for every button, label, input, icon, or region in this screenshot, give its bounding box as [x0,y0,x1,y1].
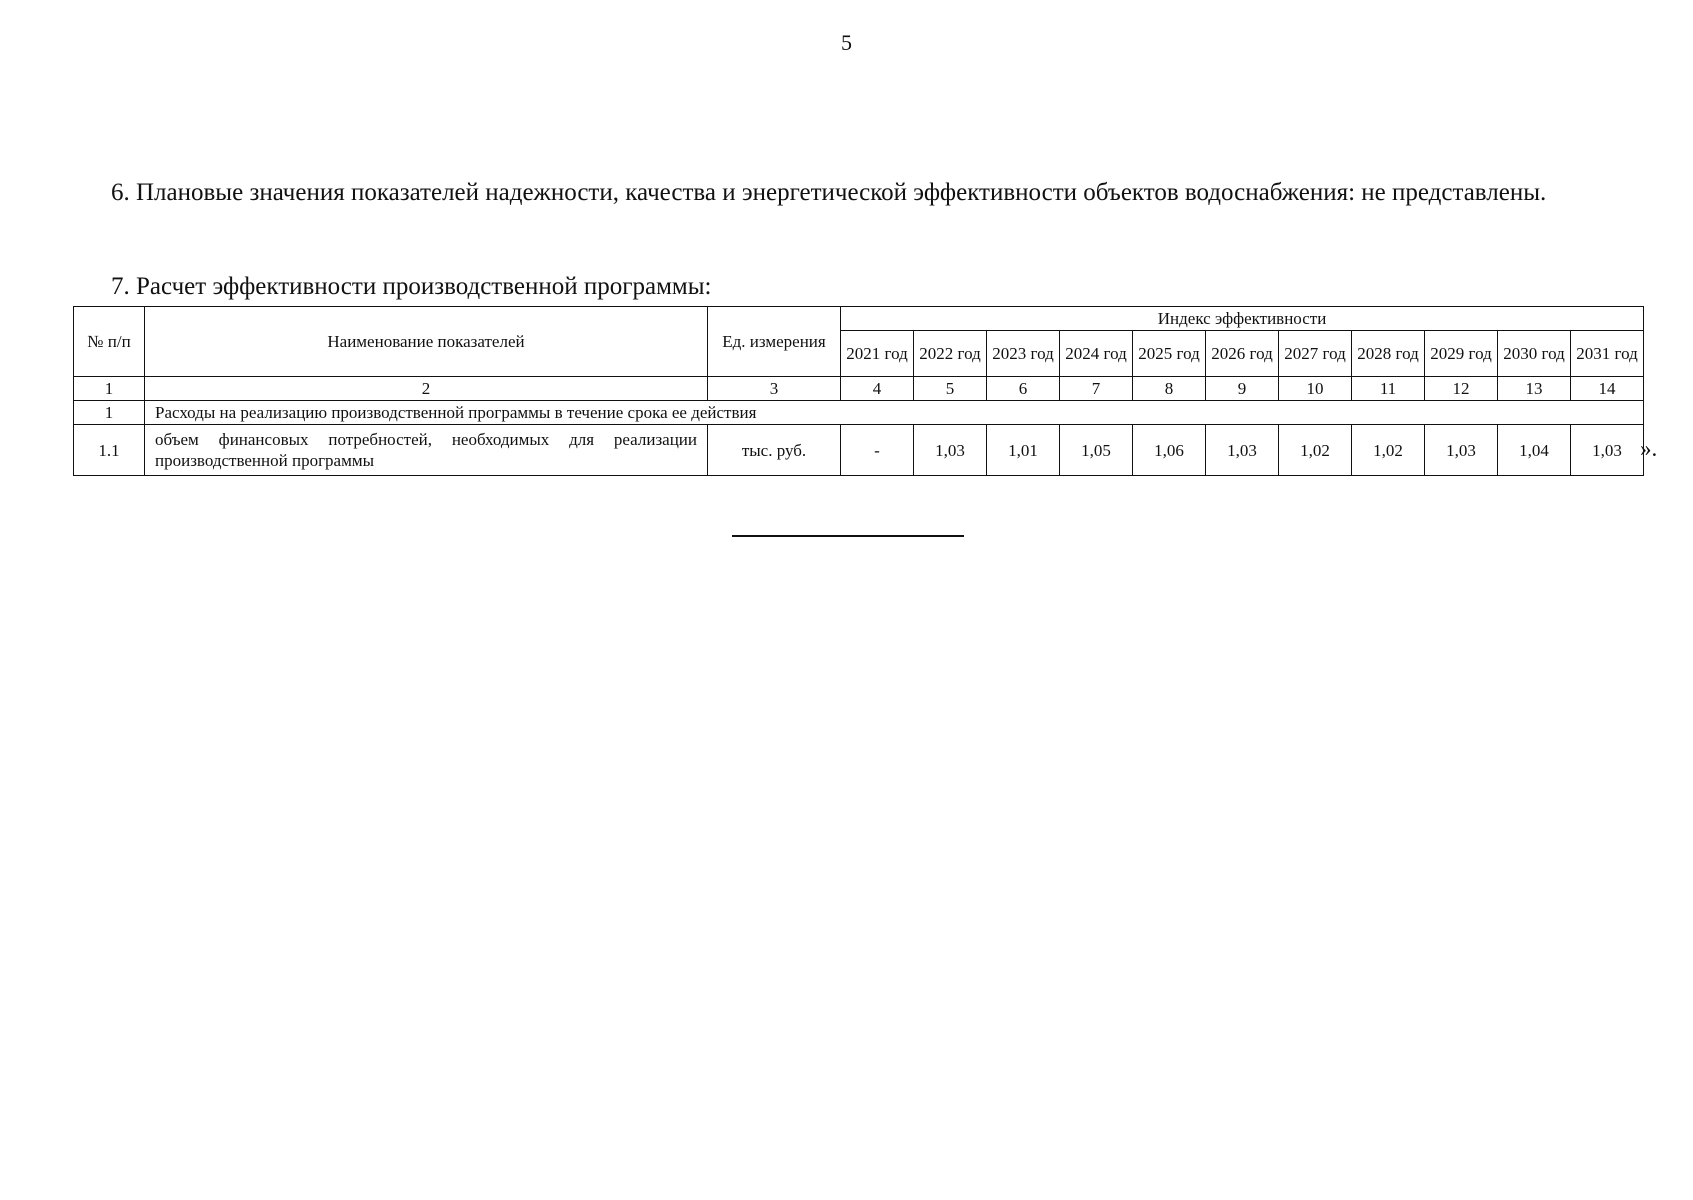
header-year: 2031 год [1571,331,1644,377]
row-name: объем финансовых потребностей, необходимых для реализации производственной программы [145,425,708,476]
column-number: 13 [1498,377,1571,401]
row-value: 1,02 [1352,425,1425,476]
column-number: 11 [1352,377,1425,401]
row-value: 1,01 [987,425,1060,476]
column-numbers-row [74,377,1644,401]
header-year: 2024 год [1060,331,1133,377]
row-value: 1,03 [1425,425,1498,476]
row-num: 1.1 [74,425,145,476]
column-number: 14 [1571,377,1644,401]
column-number: 10 [1279,377,1352,401]
page-number: 5 [841,30,852,55]
header-unit: Ед. измерения [708,307,841,377]
header-name: Наименование показателей [145,307,708,377]
section-title: Расходы на реализацию производственной программы в течение срока ее действия [145,401,1644,425]
column-number: 6 [987,377,1060,401]
header-index: Индекс эффективности [841,307,1644,331]
table-header-row [74,307,1644,331]
column-number: 12 [1425,377,1498,401]
column-number: 9 [1206,377,1279,401]
row-unit: тыс. руб. [708,425,841,476]
header-year: 2022 год [914,331,987,377]
header-year: 2029 год [1425,331,1498,377]
row-value: 1,02 [1279,425,1352,476]
column-number: 4 [841,377,914,401]
header-year: 2030 год [1498,331,1571,377]
row-value: 1,03 [1206,425,1279,476]
header-year: 2028 год [1352,331,1425,377]
row-value: 1,06 [1133,425,1206,476]
column-number: 2 [145,377,708,401]
end-divider [732,535,964,537]
column-number: 1 [74,377,145,401]
row-value: 1,03 [914,425,987,476]
section-7-heading: 7. Расчет эффективности производственной программы: [111,273,712,300]
header-year: 2023 год [987,331,1060,377]
row-value: - [841,425,914,476]
efficiency-table [73,306,1644,476]
section-num: 1 [74,401,145,425]
column-number: 5 [914,377,987,401]
header-year: 2027 год [1279,331,1352,377]
section-row [74,401,1644,425]
header-year: 2021 год [841,331,914,377]
closing-quote: ». [1640,436,1658,461]
header-year: 2026 год [1206,331,1279,377]
row-value: 1,05 [1060,425,1133,476]
section-6-paragraph: 6. Плановые значения показателей надежности, качества и энергетической эффективности объектов водоснабжения: не представлены. [111,179,1547,206]
header-num: № п/п [74,307,145,377]
column-number: 8 [1133,377,1206,401]
column-number: 7 [1060,377,1133,401]
header-year: 2025 год [1133,331,1206,377]
row-value: 1,04 [1498,425,1571,476]
row-value: 1,03 [1571,425,1644,476]
table-row [74,425,1644,476]
column-number: 3 [708,377,841,401]
